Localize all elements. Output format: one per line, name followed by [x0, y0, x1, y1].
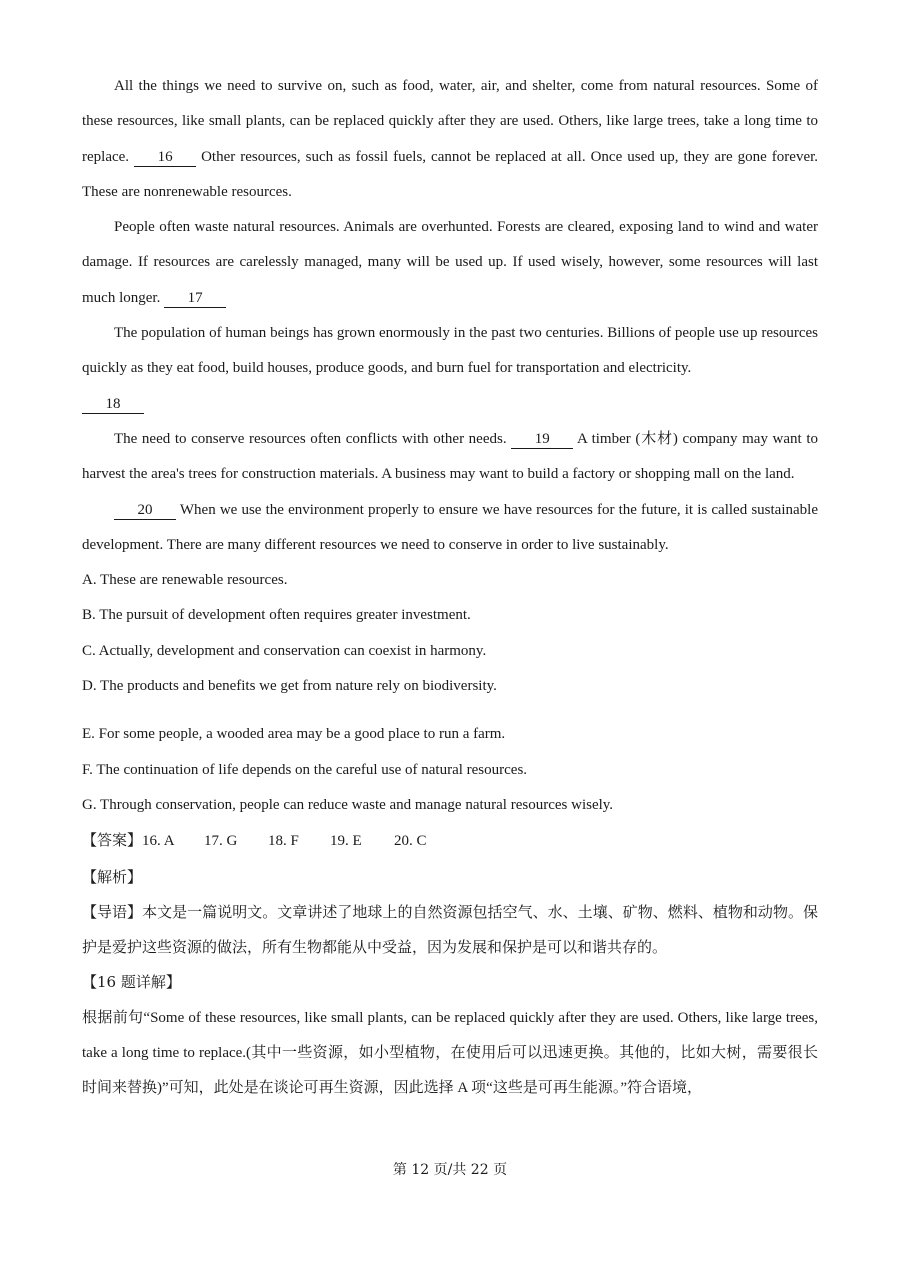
- answer-18: 18. F: [268, 833, 299, 850]
- passage-text: Other resources, such as fossil fuels, cannot be replaced at all. Once used up, they are gone forever. These are nonrenewable resources.: [82, 148, 819, 200]
- option-f: F. The continuation of life depends on the careful use of natural resources.: [82, 761, 528, 778]
- answer-line: [82, 823, 818, 859]
- passage-paragraph-5: [82, 493, 818, 564]
- option-g: G. Through conservation, people can reduce waste and manage natural resources wisely.: [82, 796, 614, 813]
- passage-paragraph-1: [82, 69, 818, 210]
- blank-19: 19: [511, 431, 573, 449]
- passage-text: People often waste natural resources. Animals are overhunted. Forests are cleared, exposing land to wind and water damage. If resources are carelessly managed, many will be used up. If used wisely, however, some resources will last much longer.: [82, 219, 818, 306]
- option-e: E. For some people, a wooded area may be a good place to run a farm.: [82, 726, 506, 743]
- passage-paragraph-2: [82, 210, 818, 316]
- blank-20: 20: [114, 502, 176, 520]
- option-c: C. Actually, development and conservation can coexist in harmony.: [82, 642, 487, 659]
- answer-17: 17. G: [204, 833, 238, 850]
- answer-20: 20. C: [394, 833, 427, 850]
- document-content: [82, 69, 818, 1107]
- guide-label: 【导语】: [82, 902, 143, 921]
- passage-paragraph-3: [82, 316, 818, 422]
- detail-16-heading: 【16 题详解】: [82, 973, 181, 992]
- blank-18: 18: [82, 396, 144, 414]
- guide-text: 本文是一篇说明文。文章讲述了地球上的自然资源包括空气、水、土壤、矿物、燃料、植物和动物。保护是爱护这些资源的做法，所有生物都能从中受益，因为发展和保护是可以和谐共存的。: [82, 902, 818, 957]
- passage-text: All the things we need to survive on, such as food, water, air, and shelter, come from natural resources. Some of these resources, like small plants, can be replaced quickly after they are used. Others, like large trees, take a long time to replace.: [82, 78, 818, 165]
- passage-text: A timber (木材) company may want to harvest the area's trees for construction materials. A business may want to build a factory or shopping mall on the land.: [82, 430, 818, 483]
- analysis-heading: 【解析】: [82, 867, 143, 886]
- option-b: B. The pursuit of development often requires greater investment.: [82, 607, 471, 624]
- passage-paragraph-4: [82, 422, 818, 493]
- detail-16-paragraph: 根据前句“Some of these resources, like small plants, can be replaced quickly after they are used. Others, like large trees, take a long time to replace.(其中一些资源，如小型植物，在使用后可以迅速更换。其他的，比如大树，需要很长时间来替换)”可知，此处是在谈论可再生资源，因此选择 A 项“这些是可再生能源。”符合语境，: [82, 1009, 818, 1097]
- option-d: D. The products and benefits we get from nature rely on biodiversity.: [82, 678, 497, 695]
- page-footer: 第 12 页/共 22 页: [392, 1162, 508, 1178]
- answer-16: 16. A: [142, 833, 175, 850]
- passage-text: The population of human beings has grown enormously in the past two centuries. Billions of people use up resources quickly as they eat food, build houses, produce goods, and burn fuel for transportation and electricity.: [82, 325, 818, 377]
- answer-19: 19. E: [330, 833, 362, 850]
- passage-text: The need to conserve resources often conflicts with other needs.: [114, 430, 507, 447]
- passage-text: When we use the environment properly to ensure we have resources for the future, it is called sustainable development. There are many different resources we need to conserve in order to live sustainably.: [82, 501, 818, 553]
- blank-16: 16: [134, 149, 196, 167]
- option-a: A. These are renewable resources.: [82, 572, 288, 589]
- answer-label: 【答案】: [82, 831, 143, 850]
- guide-paragraph: [82, 895, 818, 966]
- blank-17: 17: [164, 290, 226, 308]
